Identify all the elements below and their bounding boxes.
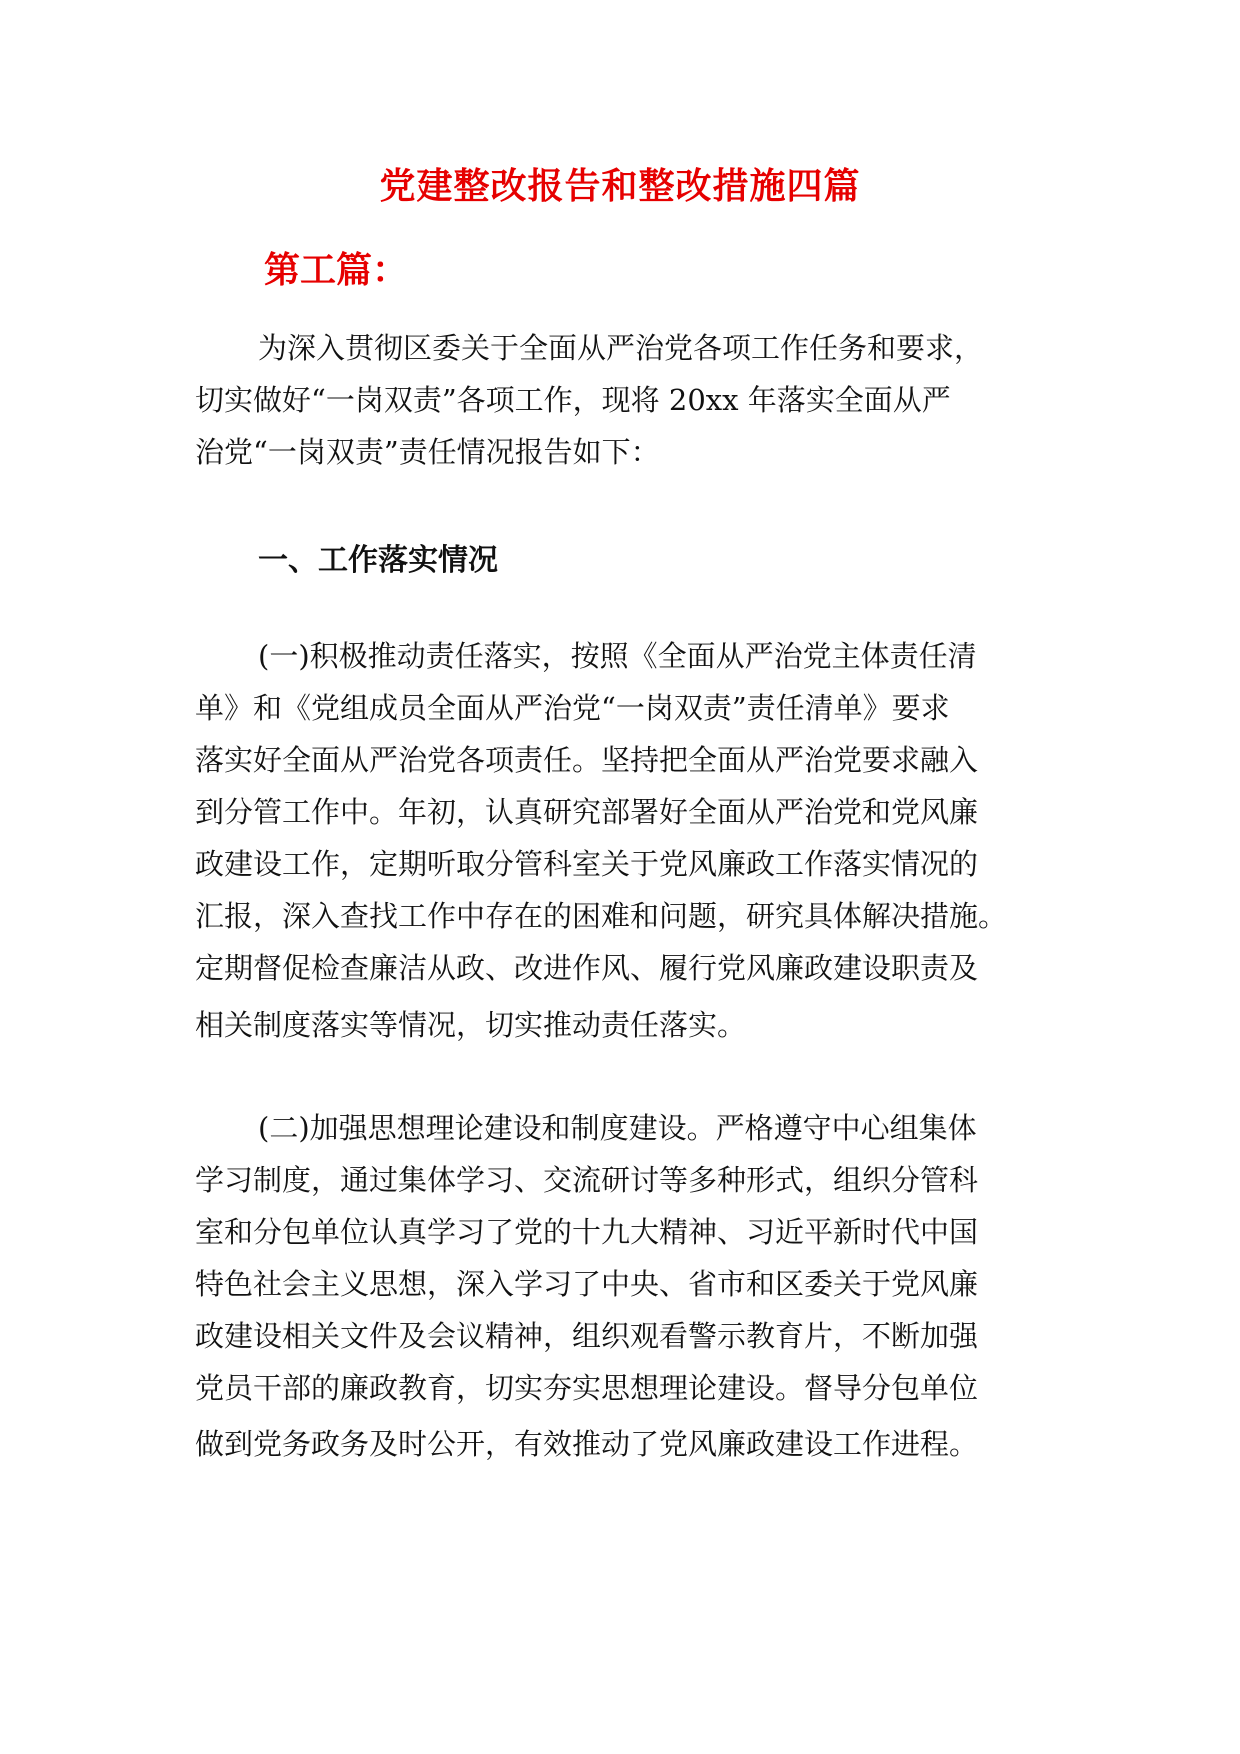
paragraph-line: 政建设工作，定期听取分管科室关于党风廉政工作落实情况的 bbox=[195, 847, 979, 881]
paragraph-line: 定期督促检查廉洁从政、改进作风、履行党风廉政建设职责及 bbox=[195, 951, 979, 985]
paragraph-line: 相关制度落实等情况，切实推动责任落实。 bbox=[195, 1008, 747, 1042]
paragraph-line: (二)加强思想理论建设和制度建设。严格遵守中心组集体 bbox=[258, 1111, 977, 1145]
paragraph-line: 做到党务政务及时公开，有效推动了党风廉政建设工作进程。 bbox=[195, 1427, 979, 1461]
paragraph-line: 学习制度，通过集体学习、交流研讨等多种形式，组织分管科 bbox=[195, 1163, 979, 1197]
document-title: 党建整改报告和整改措施四篇 bbox=[379, 165, 861, 207]
section-heading: 一、工作落实情况 bbox=[258, 543, 498, 578]
paragraph-line: 单》和《党组成员全面从严治党“一岗双责”责任清单》要求 bbox=[195, 691, 950, 725]
paragraph-line: 到分管工作中。年初，认真研究部署好全面从严治党和党风廉 bbox=[195, 795, 979, 829]
intro-line: 为深入贯彻区委关于全面从严治党各项工作任务和要求， bbox=[258, 331, 984, 365]
paragraph-line: 政建设相关文件及会议精神，组织观看警示教育片，不断加强 bbox=[195, 1319, 979, 1353]
paragraph-line: (一)积极推动责任落实，按照《全面从严治党主体责任清 bbox=[258, 639, 977, 673]
paragraph-line: 党员干部的廉政教育，切实夯实思想理论建设。督导分包单位 bbox=[195, 1371, 979, 1405]
intro-line: 切实做好“一岗双责”各项工作，现将 20xx 年落实全面从严 bbox=[195, 383, 951, 417]
paragraph-line: 落实好全面从严治党各项责任。坚持把全面从严治党要求融入 bbox=[195, 743, 979, 777]
paragraph-line: 室和分包单位认真学习了党的十九大精神、习近平新时代中国 bbox=[195, 1215, 979, 1249]
paragraph-line: 汇报，深入查找工作中存在的困难和问题，研究具体解决措施。 bbox=[195, 899, 1008, 933]
intro-line: 治党“一岗双责”责任情况报告如下： bbox=[195, 435, 660, 469]
paragraph-line: 特色社会主义思想，深入学习了中央、省市和区委关于党风廉 bbox=[195, 1267, 979, 1301]
part-label: 第工篇： bbox=[264, 249, 409, 291]
